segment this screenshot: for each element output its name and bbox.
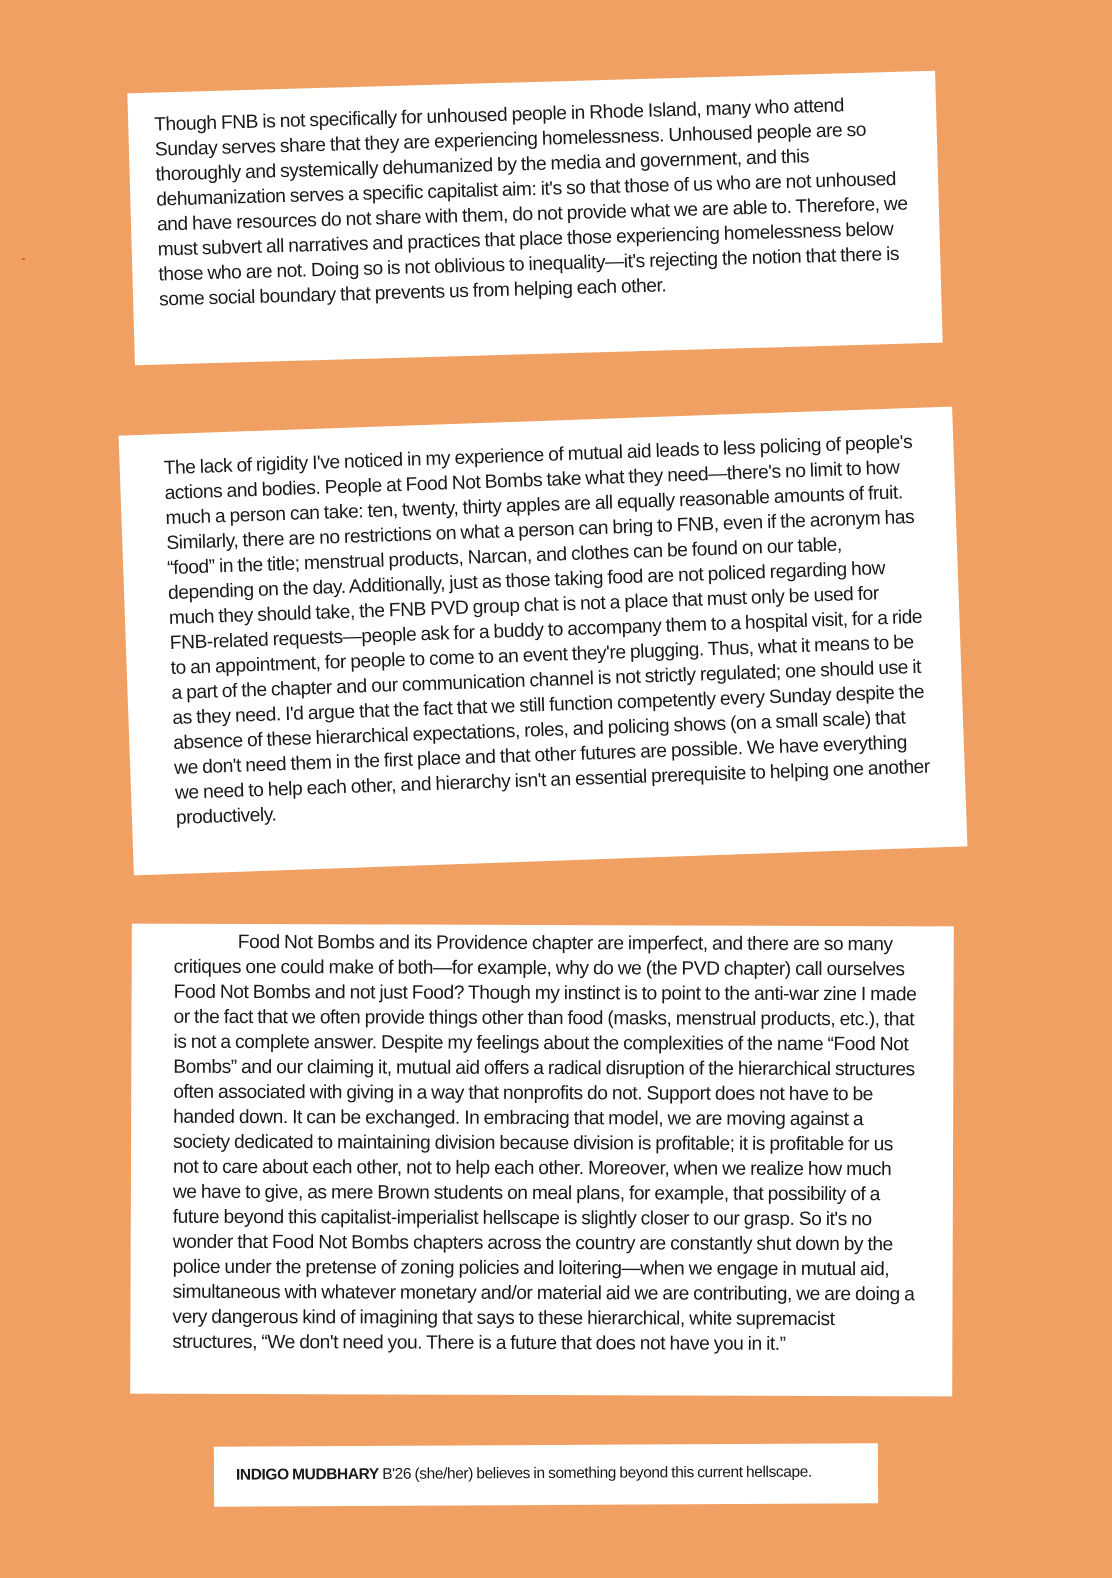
paper-speck [22,258,25,260]
paragraph-critiques: Food Not Bombs and its Providence chapter are imperfect, and there are so many critiques one could make of both—for example, why do we (the PVD chapter) call ourselves Food Not Bombs and not just Food? Though my instinct is to point to the anti-war zine I made or the fact that we often provide things other than food (masks, menstrual products, etc.), that is not a complete answer. Despite my feelings about the complexities of the name “Food Not Bombs” and our claiming it, mutual aid offers a radical disruption of the hierarchical structures often associated with giving in a way that nonprofits do not. Support does not have to be handed down. It can be exchanged. In embracing that model, we are moving against a society dedicated to maintaining division because division is profitable; it is profitable for us not to care about each other, not to help each other. Moreover, when we realize how much we have to give, as mere Brown students on meal plans, for example, that possibility of a future beyond this capitalist-imperialist hellscape is slightly closer to our grasp. So it's no wonder that Food Not Bombs chapters across the country are constantly shut down by the police under the pretense of zoning policies and loitering—when we engage in mutual aid, simultaneous with whatever monetary and/or material aid we are contributing, we are doing a very dangerous kind of imagining that says to these hierarchical, white supremacist structures, “We don't need you. There is a future that does not have you in it.” [172,931,917,1355]
paragraph-unhoused: Though FNB is not specifically for unhoused people in Rhode Island, many who attend Sunday serves share that they are experiencing homelessness. Unhoused people are so thoroughly and systemically dehumanized by the media and government, and this dehumanization serves a specific capitalist aim: it's so that those of us who are not unhoused and have resources do not share with them, do not provide what we are able to. Therefore, we must subvert all narratives and practices that place those experiencing homelessness below those who are not. Doing so is not oblivious to inequality—it's rejecting the notion that there is some social boundary that prevents us from helping each other. [153,95,908,311]
author-bio-clipping [214,1443,878,1506]
text-clipping-1 [127,71,942,365]
author-bio-text: B'26 (she/her) believes in something beyond this current hellscape. [378,1463,812,1483]
author-name: INDIGO MUDBHARY [235,1465,379,1484]
text-clipping-3 [130,924,954,1397]
author-bio [236,1461,868,1486]
paragraph-rigidity: The lack of rigidity I've noticed in my experience of mutual aid leads to less policing of people's actions and bodies. People at Food Not Bombs take what they need—there's no limit to how much a person can take: ten, twenty, thirty apples are all equally reasonable amounts of fruit. Similarly, there are no restrictions on what a person can bring to FNB, even if the acronym has “food” in the title; menstrual products, Narcan, and clothes can be found on our table, depending on the day. Additionally, just as those taking food are not policed regarding how much they should take, the FNB PVD group chat is not a place that must only be used for FNB-related requests—people ask for a buddy to accompany them to a hospital visit, for a ride to an appointment, for people to come to an event they're plugging. Thus, what it means to be a part of the chapter and our communication channel is not strictly regulated; one should use it as they need. I'd argue that the fact that we still function competently every Sunday despite the absence of these hierarchical expectations, roles, and policing shows (on a small scale) that we don't need them in the first place and that other futures are possible. We have everything we need to help each other, and hierarchy isn't an essential prerequisite to helping one another productively. [163,432,931,829]
text-clipping-2 [119,407,968,876]
